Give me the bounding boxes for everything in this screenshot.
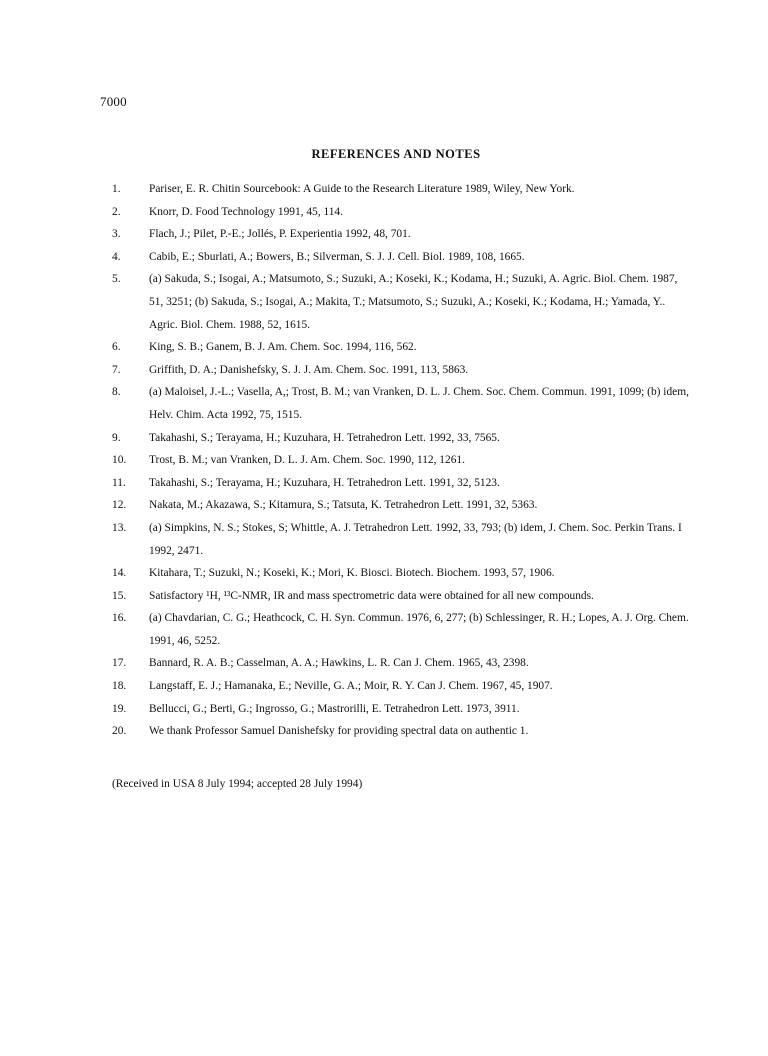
reference-text: Pariser, E. R. Chitin Sourcebook: A Guide to the Research Literature 1989, Wiley, New York. xyxy=(149,183,575,195)
reference-text: Bellucci, G.; Berti, G.; Ingrosso, G.; Mastrorilli, E. Tetrahedron Lett. 1973, 3911. xyxy=(149,702,520,715)
reference-item xyxy=(112,472,692,495)
reference-number: 3. xyxy=(112,228,121,241)
reference-item xyxy=(112,607,692,652)
reference-number: 19. xyxy=(112,702,127,715)
reference-number: 11. xyxy=(112,476,126,489)
reference-number: 1. xyxy=(112,183,121,195)
reference-number: 15. xyxy=(112,589,127,602)
reference-number: 13. xyxy=(112,521,127,534)
received-note: (Received in USA 8 July 1994; accepted 28 July 1994) xyxy=(112,778,363,790)
reference-number: 14. xyxy=(112,567,127,580)
reference-number: 18. xyxy=(112,680,127,693)
reference-number: 16. xyxy=(112,612,127,625)
reference-number: 7. xyxy=(112,363,121,376)
reference-text: Knorr, D. Food Technology 1991, 45, 114. xyxy=(149,205,343,218)
reference-number: 9. xyxy=(112,431,121,444)
reference-text: (a) Sakuda, S.; Isogai, A.; Matsumoto, S.; Suzuki, A.; Koseki, K.; Kodama, H.; Suzuki, A. Agric. Biol. Chem. 1987, 51, 3251; (b) Sakuda, S.; Isogai, A.; Makita, T.; Matsumoto, S.; Suzuki, A.; Koseki, K.; Kodama, H.; Yamada, Y.. Agric. Biol. Chem. 1988, 52, 1615. xyxy=(149,273,678,331)
reference-number: 5. xyxy=(112,273,121,286)
page-number: 7000 xyxy=(100,94,127,109)
reference-item xyxy=(112,449,692,472)
reference-item xyxy=(112,381,692,426)
reference-text: King, S. B.; Ganem, B. J. Am. Chem. Soc. 1994, 116, 562. xyxy=(149,341,417,354)
reference-item xyxy=(112,427,692,450)
reference-text: We thank Professor Samuel Danishefsky for providing spectral data on authentic 1. xyxy=(149,725,529,738)
reference-number: 8. xyxy=(112,386,121,399)
reference-item xyxy=(112,720,692,743)
reference-item xyxy=(112,652,692,675)
reference-item xyxy=(112,675,692,698)
reference-text: Cabib, E.; Sburlati, A.; Bowers, B.; Silverman, S. J. J. Cell. Biol. 1989, 108, 1665. xyxy=(149,250,525,263)
reference-number: 2. xyxy=(112,205,121,218)
reference-number: 10. xyxy=(112,454,127,467)
reference-item xyxy=(112,268,692,336)
reference-item xyxy=(112,494,692,517)
reference-text: Nakata, M.; Akazawa, S.; Kitamura, S.; Tatsuta, K. Tetrahedron Lett. 1991, 32, 5363. xyxy=(149,499,538,512)
reference-text: Flach, J.; Pilet, P.-E.; Jollés, P. Experientia 1992, 48, 701. xyxy=(149,228,411,241)
reference-text: Takahashi, S.; Terayama, H.; Kuzuhara, H. Tetrahedron Lett. 1991, 32, 5123. xyxy=(149,476,500,489)
reference-item xyxy=(112,336,692,359)
reference-text: (a) Chavdarian, C. G.; Heathcock, C. H. Syn. Commun. 1976, 6, 277; (b) Schlessinger, R. H.; Lopes, A. J. Org. Chem. 1991, 46, 5252. xyxy=(149,612,689,647)
reference-number: 12. xyxy=(112,499,127,512)
reference-item xyxy=(112,585,692,608)
references-list xyxy=(112,178,692,743)
references-heading: REFERENCES AND NOTES xyxy=(311,147,481,161)
reference-number: 17. xyxy=(112,657,127,670)
reference-text: Satisfactory ¹H, ¹³C-NMR, IR and mass spectrometric data were obtained for all new compounds. xyxy=(149,589,594,602)
reference-text: Takahashi, S.; Terayama, H.; Kuzuhara, H. Tetrahedron Lett. 1992, 33, 7565. xyxy=(149,431,500,444)
reference-text: Trost, B. M.; van Vranken, D. L. J. Am. Chem. Soc. 1990, 112, 1261. xyxy=(149,454,465,467)
reference-item xyxy=(112,223,692,246)
reference-item xyxy=(112,201,692,224)
reference-item xyxy=(112,698,692,721)
reference-number: 6. xyxy=(112,341,121,354)
reference-item xyxy=(112,517,692,562)
reference-item xyxy=(112,562,692,585)
reference-number: 20. xyxy=(112,725,127,738)
reference-text: Griffith, D. A.; Danishefsky, S. J. J. Am. Chem. Soc. 1991, 113, 5863. xyxy=(149,363,469,376)
reference-text: (a) Simpkins, N. S.; Stokes, S; Whittle, A. J. Tetrahedron Lett. 1992, 33, 793; (b) idem, J. Chem. Soc. Perkin Trans. I 1992, 2471. xyxy=(149,521,682,557)
reference-text: (a) Maloisel, J.-L.; Vasella, A,; Trost, B. M.; van Vranken, D. L. J. Chem. Soc. Chem. Commun. 1991, 1099; (b) idem, Helv. Chim. Acta 1992, 75, 1515. xyxy=(149,386,689,421)
reference-text: Bannard, R. A. B.; Casselman, A. A.; Hawkins, L. R. Can J. Chem. 1965, 43, 2398. xyxy=(149,657,529,670)
reference-text: Kitahara, T.; Suzuki, N.; Koseki, K.; Mori, K. Biosci. Biotech. Biochem. 1993, 57, 1906. xyxy=(149,567,555,580)
reference-item xyxy=(112,246,692,269)
reference-text: Langstaff, E. J.; Hamanaka, E.; Neville, G. A.; Moir, R. Y. Can J. Chem. 1967, 45, 1907. xyxy=(149,680,553,693)
reference-number: 4. xyxy=(112,250,121,263)
reference-item xyxy=(112,359,692,382)
reference-item xyxy=(112,178,692,201)
